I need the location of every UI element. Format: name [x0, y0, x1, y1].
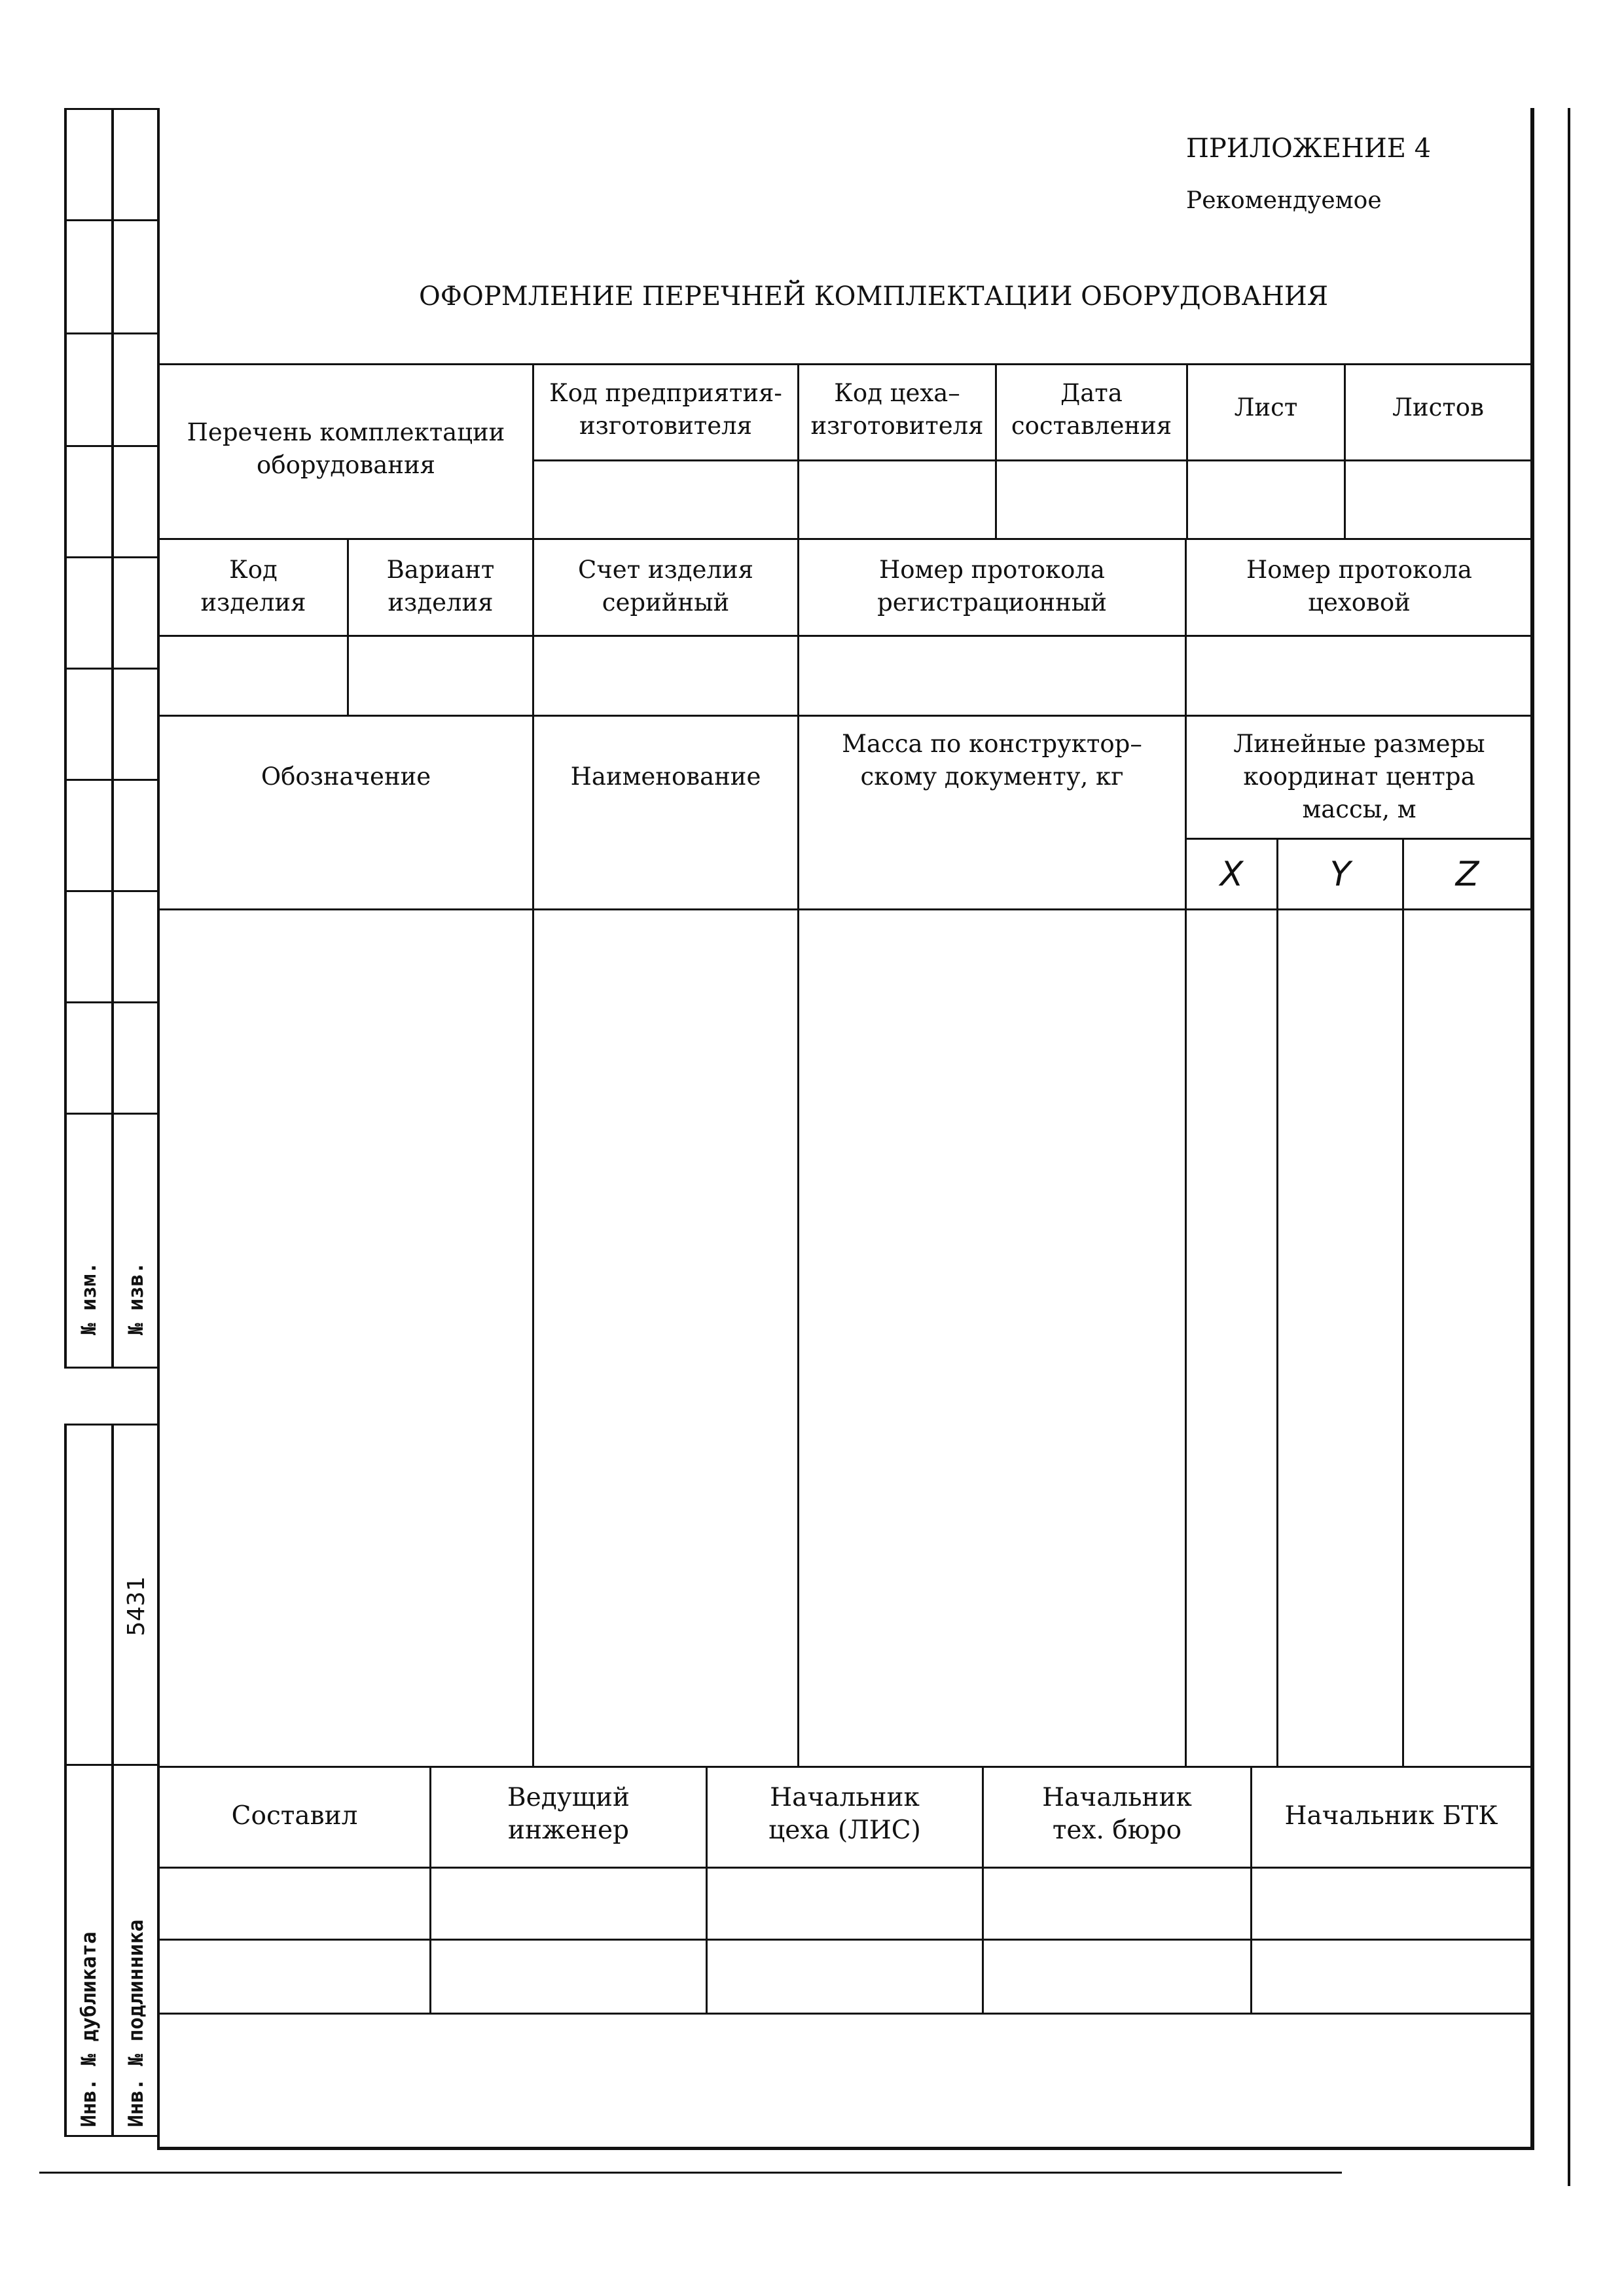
stamp-original-number: 5431 — [123, 1576, 150, 1636]
serial-line-1: Счет изделия — [578, 556, 753, 584]
shop-code-line-2: изготовителя — [810, 412, 984, 440]
btk-head-header: Начальник БТК — [1284, 1801, 1498, 1831]
dimensions-line-1: Линейные размеры — [1233, 730, 1485, 758]
appendix-label: ПРИЛОЖЕНИЕ 4 — [1186, 134, 1432, 164]
name-header: Наименование — [570, 762, 761, 791]
reg-protocol-line-2: регистрационный — [877, 588, 1107, 617]
dimensions-header — [1187, 728, 1532, 826]
list-name-line-2: оборудования — [257, 451, 435, 479]
date-line-2: составления — [1011, 412, 1172, 440]
sheet-header: Лист — [1234, 393, 1298, 422]
stamp-original-label: Инв. № подлинника — [124, 1919, 148, 2127]
variant-line-2: изделия — [388, 588, 494, 617]
lead-engineer-header — [431, 1782, 706, 1847]
x-axis-header: X — [1219, 855, 1244, 894]
tech-bureau-head-line-2: тех. бюро — [1052, 1816, 1182, 1845]
tech-bureau-head-header — [984, 1782, 1250, 1847]
serial-line-2: серийный — [602, 588, 730, 617]
dimensions-line-2: координат центра — [1243, 762, 1475, 791]
lead-engineer-line-1: Ведущий — [507, 1783, 630, 1812]
shop-head-line-1: Начальник — [770, 1783, 920, 1812]
mass-line-2: скому документу, кг — [860, 762, 1124, 791]
list-name-header — [160, 416, 532, 482]
lead-engineer-line-2: инженер — [508, 1816, 629, 1845]
shop-head-header — [708, 1782, 982, 1847]
variant-line-1: Вариант — [386, 556, 495, 584]
serial-header — [534, 554, 797, 619]
status-label: Рекомендуемое — [1186, 187, 1382, 214]
product-code-header — [160, 554, 347, 619]
enterprise-code-header — [534, 377, 797, 442]
shop-protocol-header — [1187, 554, 1532, 619]
shop-code-header — [799, 377, 995, 442]
mass-line-1: Масса по конструктор– — [842, 730, 1142, 758]
date-line-1: Дата — [1060, 379, 1123, 407]
shop-protocol-line-1: Номер протокола — [1246, 556, 1472, 584]
enterprise-code-line-2: изготовителя — [579, 412, 752, 440]
designation-header: Обозначение — [261, 762, 431, 791]
shop-head-line-2: цеха (ЛИС) — [768, 1816, 921, 1845]
sheets-header: Листов — [1392, 393, 1484, 422]
stamp-izm-label: № изм. — [77, 1262, 101, 1335]
stamp-izv-label: № изв. — [124, 1262, 148, 1335]
reg-protocol-line-1: Номер протокола — [879, 556, 1105, 584]
product-code-line-1: Код — [229, 556, 278, 584]
z-axis-header: Z — [1455, 855, 1479, 894]
stamp-duplicate-label: Инв. № дубликата — [77, 1931, 101, 2127]
mass-header — [799, 728, 1185, 793]
document-title: ОФОРМЛЕНИЕ ПЕРЕЧНЕЙ КОМПЛЕКТАЦИИ ОБОРУДОВАНИЯ — [419, 281, 1329, 312]
shop-code-line-1: Код цеха– — [834, 379, 960, 407]
date-header — [997, 377, 1186, 442]
product-code-line-2: изделия — [200, 588, 306, 617]
reg-protocol-header — [799, 554, 1185, 619]
shop-protocol-line-2: цеховой — [1308, 588, 1411, 617]
tech-bureau-head-line-1: Начальник — [1042, 1783, 1192, 1812]
variant-header — [349, 554, 532, 619]
dimensions-line-3: массы, м — [1302, 795, 1416, 823]
enterprise-code-line-1: Код предприятия- — [549, 379, 782, 407]
y-axis-header: Y — [1329, 855, 1351, 894]
list-name-line-1: Перечень комплектации — [187, 418, 505, 446]
compiled-by-header: Составил — [231, 1801, 358, 1831]
